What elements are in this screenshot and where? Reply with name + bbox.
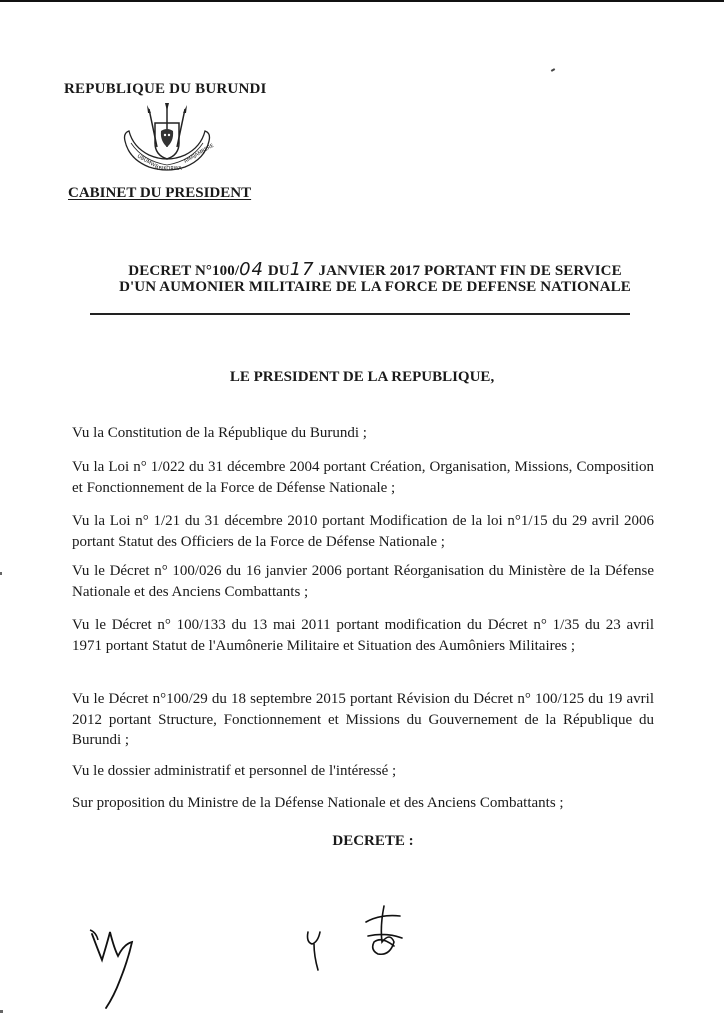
visa-paragraph: Vu la Loi n° 1/022 du 31 décembre 2004 portant Création, Organisation, Missions, Composition et Fonctionnement de la Force de Défense Nationale ; [72, 459, 654, 496]
decrete-heading: DECRETE : [332, 833, 414, 849]
scan-speck [551, 68, 555, 72]
visa-paragraph: Vu le dossier administratif et personnel de l'intéressé ; [72, 763, 397, 779]
decree-number-prefix: DECRET N°100/ [128, 263, 240, 279]
handwritten-initial-icon [88, 920, 148, 1010]
handwritten-day: 17 [289, 259, 315, 280]
handwritten-decree-number: 04 [239, 259, 264, 280]
decree-du-label: DU [267, 263, 290, 279]
scan-speck [0, 572, 2, 575]
decree-title-rest: JANVIER 2017 PORTANT FIN DE SERVICE [318, 263, 622, 279]
page-top-border [0, 0, 724, 2]
visa-paragraph: Vu le Décret n°100/29 du 18 septembre 2015 portant Révision du Décret n° 100/125 du 19 avril 2012 portant Structure, Fonctionnement et Missions du Gouvernement de la République du Burundi ; [72, 691, 654, 748]
svg-text:UBUMWE: UBUMWE [136, 153, 160, 171]
president-heading: LE PRESIDENT DE LA REPUBLIQUE, [229, 369, 495, 385]
svg-text:IBIKORWA: IBIKORWA [157, 166, 182, 172]
decree-title-line1 [50, 259, 700, 280]
visa-paragraph: Vu la Loi n° 1/21 du 31 décembre 2010 portant Modification de la loi n°1/15 du 29 avril 2006 portant Statut des Officiers de la Force de Défense Nationale ; [72, 513, 654, 550]
visa-paragraph: Vu le Décret n° 100/026 du 16 janvier 2006 portant Réorganisation du Ministère de la Défense Nationale et des Anciens Combattants ; [72, 563, 654, 600]
coat-of-arms-icon [119, 103, 215, 181]
visa-paragraph: Vu la Constitution de la République du Burundi ; [72, 425, 367, 441]
republic-heading: REPUBLIQUE DU BURUNDI [64, 81, 267, 97]
decree-title-line2: D'UN AUMONIER MILITAIRE DE LA FORCE DE DEFENSE NATIONALE [119, 279, 631, 295]
handwritten-signature-icon [360, 902, 408, 966]
proposal-paragraph: Sur proposition du Ministre de la Défense Nationale et des Anciens Combattants ; [72, 795, 564, 811]
scan-speck [0, 1010, 3, 1013]
title-divider [90, 313, 630, 315]
svg-text:AMAJAMBERE: AMAJAMBERE [183, 142, 215, 165]
handwritten-initial-icon [300, 928, 330, 972]
visa-paragraph: Vu le Décret n° 100/133 du 13 mai 2011 portant modification du Décret n° 1/35 du 23 avril 1971 portant Statut de l'Aumônerie Militaire et Situation des Aumôniers Militaires ; [72, 617, 654, 654]
cabinet-heading: CABINET DU PRESIDENT [68, 185, 252, 201]
